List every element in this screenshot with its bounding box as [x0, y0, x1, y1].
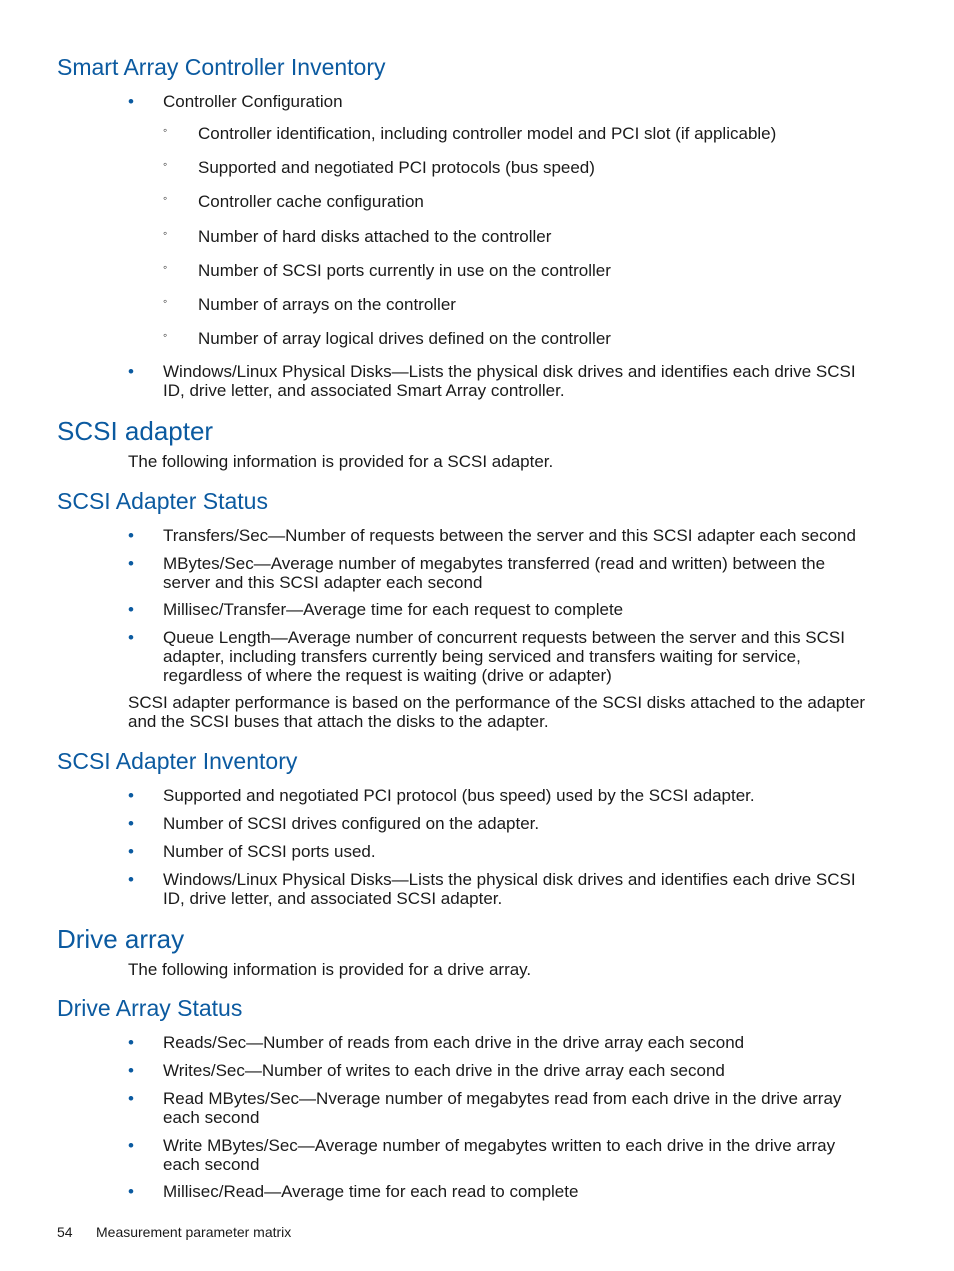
sub-bullet-icon: ◦: [163, 123, 168, 137]
sub-bullet-icon: ◦: [163, 294, 168, 308]
bullet-icon: •: [128, 362, 134, 381]
bullet-icon: •: [128, 600, 134, 619]
sub-bullet-icon: ◦: [163, 157, 168, 171]
bullet-icon: •: [128, 1061, 134, 1080]
document-page: Smart Array Controller Inventory • Controller Configuration ◦ Controller identification, including controller model and PCI slot (if applicable) ◦ Supported and negotiated PCI protocols (bus speed) ◦ Controller cache configuration ◦ Number of hard disks attached to the controller ◦ Number of SCSI ports currently in use on the controller ◦ Number of arrays on the controller ◦ Number of array logical drives defined on the controller • Windows/Linux Physical Disks—Lists the physical disk drives and identifies each drive SCSI ID, drive letter, and associated Smart Array controller. SCSI adapter The following information is provided for a SCSI adapter. SCSI Adapter Status • Transfers/Sec—Number of requests between the server and this SCSI adapter each second • MBytes/Sec—Average number of megabytes transferred (read and written) between the server and this SCSI adapter each second • Millisec/Transfer—Average time for each request to complete • Queue Length—Average number of concurrent requests between the server and this SCSI adapter, including transfers currently being serviced and transfers waiting for service, regardless of where the request is waiting (drive or adapter) SCSI adapter performance is based on the performance of the SCSI disks attached to the adapter and the SCSI buses that attach the disks to the adapter. SCSI Adapter Inventory • Supported and negotiated PCI protocol (bus speed) used by the SCSI adapter. • Number of SCSI drives configured on the adapter. • Number of SCSI ports used. • Windows/Linux Physical Disks—Lists the physical disk drives and identifies each drive SCSI ID, drive letter, and associated SCSI adapter. Drive array The following information is provided for a drive array. Drive Array Status • Reads/Sec—Number of reads from each drive in the drive array each second • Writes/Sec—Number of writes to each drive in the drive array each second • Read MBytes/Sec—Nverage number of megabytes read from each drive in the drive array each second • Write MBytes/Sec—Average number of megabytes written to each drive in the drive array each second • Millisec/Read—Average time for each read to complete 54 Measurement parameter matrix: [0, 0, 954, 1271]
bullet-icon: •: [128, 526, 134, 545]
heading-drive-array-status: Drive Array Status: [57, 995, 243, 1021]
bullet-icon: •: [128, 92, 134, 111]
page-footer: [57, 1223, 291, 1241]
bullet-icon: •: [128, 870, 134, 889]
footer-title: Measurement parameter matrix: [96, 1224, 292, 1240]
drive-array-intro: The following information is provided for a drive array.: [128, 960, 532, 979]
bullet-icon: •: [128, 1136, 134, 1155]
sub-bullet-icon: ◦: [163, 260, 168, 274]
sub-bullet-icon: ◦: [163, 226, 168, 240]
scsi-adapter-performance-note: SCSI adapter performance is based on the performance of the SCSI disks attached to the adapter and the SCSI buses that attach the disks to the adapter.: [128, 693, 866, 731]
sub-bullet-icon: ◦: [163, 191, 168, 205]
page-number: 54: [57, 1224, 73, 1240]
heading-scsi-adapter-inventory: SCSI Adapter Inventory: [57, 748, 298, 774]
bullet-icon: •: [128, 554, 134, 573]
bullet-icon: •: [128, 628, 134, 647]
heading-drive-array: Drive array: [57, 924, 185, 954]
bullet-icon: •: [128, 814, 134, 833]
bullet-icon: •: [128, 1033, 134, 1052]
heading-scsi-adapter-status: SCSI Adapter Status: [57, 488, 268, 514]
bullet-icon: •: [128, 786, 134, 805]
bullet-icon: •: [128, 842, 134, 861]
sub-bullet-icon: ◦: [163, 328, 168, 342]
heading-smart-array-controller-inventory: Smart Array Controller Inventory: [57, 54, 386, 80]
scsi-adapter-intro: The following information is provided for a SCSI adapter.: [128, 452, 554, 471]
heading-scsi-adapter: SCSI adapter: [57, 416, 214, 446]
bullet-icon: •: [128, 1182, 134, 1201]
bullet-icon: •: [128, 1089, 134, 1108]
